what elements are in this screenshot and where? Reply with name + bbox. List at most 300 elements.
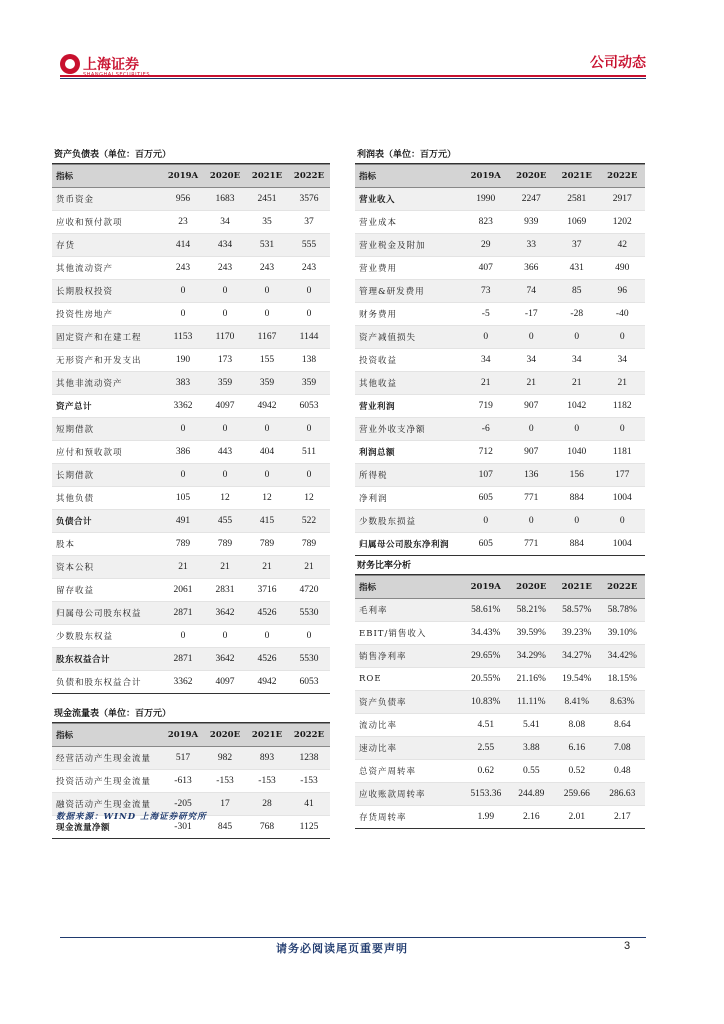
column-header-year: 2022E	[600, 165, 646, 188]
table-row	[52, 188, 330, 211]
value-cell: 0	[204, 280, 246, 303]
value-cell: 1069	[554, 211, 600, 234]
value-cell: 4.51	[463, 714, 509, 737]
row-label: 长期借款	[52, 464, 162, 487]
value-cell: 789	[246, 533, 288, 556]
value-cell: 10.83%	[463, 691, 509, 714]
value-cell: 0	[246, 418, 288, 441]
table-row	[52, 579, 330, 602]
value-cell: 893	[246, 747, 288, 770]
value-cell: 107	[463, 464, 509, 487]
value-cell: 0	[509, 418, 555, 441]
table-row	[355, 622, 645, 645]
value-cell: 386	[162, 441, 204, 464]
table-row	[52, 510, 330, 533]
column-header-year: 2019A	[463, 576, 509, 599]
value-cell: 1170	[204, 326, 246, 349]
value-cell: 0	[288, 464, 330, 487]
value-cell: 21	[600, 372, 646, 395]
row-label: 资产负债率	[355, 691, 463, 714]
row-label: 投资收益	[355, 349, 463, 372]
value-cell: 1.99	[463, 806, 509, 829]
value-cell: 58.57%	[554, 599, 600, 622]
header-divider-red	[60, 75, 646, 77]
row-label: 现金流量净额	[52, 816, 162, 839]
value-cell: 28	[246, 793, 288, 816]
value-cell: 511	[288, 441, 330, 464]
table-row	[52, 395, 330, 418]
row-label: 归属母公司股东净利润	[355, 533, 463, 556]
value-cell: 21	[162, 556, 204, 579]
value-cell: -28	[554, 303, 600, 326]
value-cell: 907	[509, 395, 555, 418]
value-cell: 21	[463, 372, 509, 395]
ratio-analysis-table	[355, 575, 645, 829]
row-label: 管理&研发费用	[355, 280, 463, 303]
value-cell: 8.63%	[600, 691, 646, 714]
value-cell: 2871	[162, 602, 204, 625]
table-header-row	[355, 165, 645, 188]
table-row	[52, 556, 330, 579]
footer-divider	[60, 937, 646, 938]
table-row	[52, 464, 330, 487]
value-cell: 605	[463, 487, 509, 510]
table-row	[355, 395, 645, 418]
value-cell: 34	[463, 349, 509, 372]
value-cell: 531	[246, 234, 288, 257]
value-cell: 383	[162, 372, 204, 395]
value-cell: 0	[288, 625, 330, 648]
value-cell: 0	[162, 280, 204, 303]
value-cell: 37	[554, 234, 600, 257]
value-cell: 4720	[288, 579, 330, 602]
value-cell: 0.62	[463, 760, 509, 783]
table-row	[355, 280, 645, 303]
table-row	[355, 464, 645, 487]
logo-text: 上海证券	[83, 57, 139, 73]
value-cell: 34	[204, 211, 246, 234]
row-label: 营业费用	[355, 257, 463, 280]
row-label: 负债合计	[52, 510, 162, 533]
value-cell: 455	[204, 510, 246, 533]
value-cell: 789	[288, 533, 330, 556]
value-cell: 1004	[600, 533, 646, 556]
table-row	[355, 737, 645, 760]
row-label: 营业利润	[355, 395, 463, 418]
row-label: 销售净利率	[355, 645, 463, 668]
value-cell: 138	[288, 349, 330, 372]
column-header-year: 2022E	[288, 165, 330, 188]
value-cell: 2.55	[463, 737, 509, 760]
value-cell: 0	[162, 464, 204, 487]
value-cell: 0	[509, 326, 555, 349]
value-cell: 156	[554, 464, 600, 487]
row-label: 财务费用	[355, 303, 463, 326]
table-row	[355, 691, 645, 714]
table-row	[355, 599, 645, 622]
table-row	[52, 441, 330, 464]
value-cell: 359	[246, 372, 288, 395]
value-cell: 555	[288, 234, 330, 257]
table-row	[355, 533, 645, 556]
value-cell: 4942	[246, 671, 288, 694]
value-cell: 712	[463, 441, 509, 464]
value-cell: -153	[246, 770, 288, 793]
row-label: 短期借款	[52, 418, 162, 441]
value-cell: -153	[288, 770, 330, 793]
table-row	[355, 188, 645, 211]
value-cell: 939	[509, 211, 555, 234]
page-number: 3	[624, 940, 631, 952]
value-cell: 0	[162, 625, 204, 648]
value-cell: 33	[509, 234, 555, 257]
income-statement-table	[355, 164, 645, 556]
value-cell: 982	[204, 747, 246, 770]
footer-disclaimer: 请务必阅读尾页重要声明	[276, 942, 408, 955]
value-cell: 18.15%	[600, 668, 646, 691]
column-header-year: 2019A	[162, 165, 204, 188]
value-cell: -40	[600, 303, 646, 326]
row-label: 净利润	[355, 487, 463, 510]
row-label: 流动比率	[355, 714, 463, 737]
column-header-year: 2020E	[204, 165, 246, 188]
value-cell: 21	[204, 556, 246, 579]
value-cell: -5	[463, 303, 509, 326]
table-row	[355, 372, 645, 395]
value-cell: 0	[204, 464, 246, 487]
table-row	[355, 257, 645, 280]
row-label: 少数股东损益	[355, 510, 463, 533]
page-header	[0, 0, 724, 90]
row-label: 固定资产和在建工程	[52, 326, 162, 349]
table-row	[355, 211, 645, 234]
value-cell: 3716	[246, 579, 288, 602]
cash-flow-title: 现金流量表（单位：百万元）	[52, 706, 330, 723]
value-cell: 0	[162, 303, 204, 326]
row-label: 营业成本	[355, 211, 463, 234]
row-label: 营业税金及附加	[355, 234, 463, 257]
table-row	[52, 234, 330, 257]
row-label: 资本公积	[52, 556, 162, 579]
row-label: 其他非流动资产	[52, 372, 162, 395]
column-header-year: 2022E	[288, 724, 330, 747]
row-label: 总资产周转率	[355, 760, 463, 783]
value-cell: 21	[554, 372, 600, 395]
table-row	[52, 487, 330, 510]
table-row	[355, 806, 645, 829]
table-row	[52, 372, 330, 395]
value-cell: 359	[288, 372, 330, 395]
value-cell: 1042	[554, 395, 600, 418]
row-label: 少数股东权益	[52, 625, 162, 648]
column-header-year: 2019A	[463, 165, 509, 188]
value-cell: 1238	[288, 747, 330, 770]
value-cell: 136	[509, 464, 555, 487]
table-row	[355, 418, 645, 441]
value-cell: 6053	[288, 395, 330, 418]
row-label: 速动比率	[355, 737, 463, 760]
value-cell: 0	[463, 510, 509, 533]
value-cell: 2831	[204, 579, 246, 602]
value-cell: 2917	[600, 188, 646, 211]
value-cell: 173	[204, 349, 246, 372]
value-cell: 3.88	[509, 737, 555, 760]
logo-seal-icon	[60, 54, 80, 74]
value-cell: 768	[246, 816, 288, 839]
table-row	[52, 533, 330, 556]
value-cell: 0	[288, 280, 330, 303]
right-column	[355, 147, 645, 829]
value-cell: 74	[509, 280, 555, 303]
column-header-indicator: 指标	[355, 165, 463, 188]
value-cell: 0	[600, 326, 646, 349]
value-cell: 431	[554, 257, 600, 280]
column-header-indicator: 指标	[355, 576, 463, 599]
row-label: 营业收入	[355, 188, 463, 211]
value-cell: 1153	[162, 326, 204, 349]
table-row	[52, 770, 330, 793]
row-label: 融资活动产生现金流量	[52, 793, 162, 816]
value-cell: 105	[162, 487, 204, 510]
table-row	[355, 441, 645, 464]
value-cell: 522	[288, 510, 330, 533]
value-cell: 0.52	[554, 760, 600, 783]
row-label: 所得税	[355, 464, 463, 487]
value-cell: 0.55	[509, 760, 555, 783]
value-cell: 0	[554, 510, 600, 533]
value-cell: 34	[600, 349, 646, 372]
value-cell: 259.66	[554, 783, 600, 806]
value-cell: 0	[463, 326, 509, 349]
row-label: ROE	[355, 668, 463, 691]
value-cell: 2.17	[600, 806, 646, 829]
value-cell: 2871	[162, 648, 204, 671]
value-cell: 789	[162, 533, 204, 556]
value-cell: 177	[600, 464, 646, 487]
value-cell: 8.64	[600, 714, 646, 737]
value-cell: 3642	[204, 648, 246, 671]
value-cell: 0	[162, 418, 204, 441]
table-row	[52, 349, 330, 372]
value-cell: 0	[600, 510, 646, 533]
value-cell: 3642	[204, 602, 246, 625]
row-label: 应收账款周转率	[355, 783, 463, 806]
row-label: 营业外收支净额	[355, 418, 463, 441]
value-cell: 1990	[463, 188, 509, 211]
value-cell: 1182	[600, 395, 646, 418]
value-cell: 414	[162, 234, 204, 257]
value-cell: 789	[204, 533, 246, 556]
value-cell: 1181	[600, 441, 646, 464]
value-cell: 39.59%	[509, 622, 555, 645]
value-cell: 0	[204, 418, 246, 441]
ratio-analysis-title: 财务比率分析	[355, 558, 645, 575]
value-cell: 6.16	[554, 737, 600, 760]
value-cell: 407	[463, 257, 509, 280]
row-label: 资产减值损失	[355, 326, 463, 349]
table-row	[355, 349, 645, 372]
income-statement-title: 利润表（单位：百万元）	[355, 147, 645, 164]
value-cell: -153	[204, 770, 246, 793]
column-header-year: 2020E	[509, 165, 555, 188]
value-cell: 6053	[288, 671, 330, 694]
value-cell: 12	[204, 487, 246, 510]
table-row	[52, 303, 330, 326]
value-cell: 286.63	[600, 783, 646, 806]
value-cell: 2061	[162, 579, 204, 602]
value-cell: 0	[204, 625, 246, 648]
value-cell: 490	[600, 257, 646, 280]
table-row	[52, 648, 330, 671]
value-cell: 491	[162, 510, 204, 533]
value-cell: -205	[162, 793, 204, 816]
value-cell: 3362	[162, 395, 204, 418]
value-cell: 771	[509, 533, 555, 556]
value-cell: 2581	[554, 188, 600, 211]
value-cell: 0	[288, 303, 330, 326]
row-label: 经营活动产生现金流量	[52, 747, 162, 770]
value-cell: 884	[554, 533, 600, 556]
column-header-year: 2020E	[204, 724, 246, 747]
value-cell: 4526	[246, 648, 288, 671]
value-cell: 34	[554, 349, 600, 372]
column-header-year: 2019A	[162, 724, 204, 747]
table-row	[52, 280, 330, 303]
table-row	[355, 668, 645, 691]
table-row	[52, 257, 330, 280]
value-cell: 42	[600, 234, 646, 257]
value-cell: 0	[288, 418, 330, 441]
left-column	[52, 147, 330, 839]
value-cell: 58.78%	[600, 599, 646, 622]
value-cell: 34.42%	[600, 645, 646, 668]
value-cell: 1683	[204, 188, 246, 211]
table-header-row	[355, 576, 645, 599]
row-label: EBIT/销售收入	[355, 622, 463, 645]
value-cell: 155	[246, 349, 288, 372]
value-cell: 29.65%	[463, 645, 509, 668]
table-row	[52, 211, 330, 234]
value-cell: 823	[463, 211, 509, 234]
table-row	[355, 303, 645, 326]
value-cell: 0	[554, 326, 600, 349]
row-label: 货币资金	[52, 188, 162, 211]
value-cell: -301	[162, 816, 204, 839]
value-cell: 244.89	[509, 783, 555, 806]
row-label: 投资性房地产	[52, 303, 162, 326]
value-cell: 0	[246, 464, 288, 487]
value-cell: 41	[288, 793, 330, 816]
value-cell: 404	[246, 441, 288, 464]
column-header-year: 2021E	[554, 576, 600, 599]
value-cell: 21	[509, 372, 555, 395]
row-label: 资产总计	[52, 395, 162, 418]
value-cell: 2247	[509, 188, 555, 211]
table-header-row	[52, 724, 330, 747]
value-cell: 17	[204, 793, 246, 816]
row-label: 负债和股东权益合计	[52, 671, 162, 694]
value-cell: 1144	[288, 326, 330, 349]
value-cell: 719	[463, 395, 509, 418]
table-row	[52, 418, 330, 441]
value-cell: 1202	[600, 211, 646, 234]
value-cell: 5153.36	[463, 783, 509, 806]
row-label: 存货周转率	[355, 806, 463, 829]
value-cell: 2451	[246, 188, 288, 211]
balance-sheet-title: 资产负债表（单位：百万元）	[52, 147, 330, 164]
value-cell: 243	[162, 257, 204, 280]
value-cell: 517	[162, 747, 204, 770]
row-label: 无形资产和开发支出	[52, 349, 162, 372]
column-header-year: 2022E	[600, 576, 646, 599]
value-cell: 243	[204, 257, 246, 280]
table-row	[355, 760, 645, 783]
value-cell: 29	[463, 234, 509, 257]
column-header-indicator: 指标	[52, 165, 162, 188]
value-cell: 37	[288, 211, 330, 234]
value-cell: 1125	[288, 816, 330, 839]
row-label: 毛利率	[355, 599, 463, 622]
row-label: 股东权益合计	[52, 648, 162, 671]
value-cell: 34.29%	[509, 645, 555, 668]
value-cell: 34	[509, 349, 555, 372]
table-row	[355, 234, 645, 257]
value-cell: 4097	[204, 395, 246, 418]
column-header-indicator: 指标	[52, 724, 162, 747]
value-cell: 0	[204, 303, 246, 326]
row-label: 应付和预收款项	[52, 441, 162, 464]
value-cell: 443	[204, 441, 246, 464]
header-divider-navy	[60, 78, 646, 79]
value-cell: 8.41%	[554, 691, 600, 714]
value-cell: 5.41	[509, 714, 555, 737]
value-cell: 21	[246, 556, 288, 579]
value-cell: 8.08	[554, 714, 600, 737]
value-cell: 1167	[246, 326, 288, 349]
value-cell: 85	[554, 280, 600, 303]
value-cell: 0	[246, 303, 288, 326]
table-row	[52, 747, 330, 770]
value-cell: 4526	[246, 602, 288, 625]
value-cell: 19.54%	[554, 668, 600, 691]
table-row	[355, 487, 645, 510]
column-header-year: 2021E	[554, 165, 600, 188]
table-row	[355, 645, 645, 668]
table-row	[355, 783, 645, 806]
value-cell: 20.55%	[463, 668, 509, 691]
value-cell: 12	[288, 487, 330, 510]
value-cell: 12	[246, 487, 288, 510]
value-cell: 7.08	[600, 737, 646, 760]
value-cell: 4942	[246, 395, 288, 418]
value-cell: 23	[162, 211, 204, 234]
value-cell: 4097	[204, 671, 246, 694]
value-cell: 0	[600, 418, 646, 441]
row-label: 存货	[52, 234, 162, 257]
value-cell: 243	[246, 257, 288, 280]
table-row	[52, 671, 330, 694]
value-cell: 884	[554, 487, 600, 510]
report-type-title: 公司动态	[590, 55, 646, 71]
value-cell: 58.61%	[463, 599, 509, 622]
row-label: 应收和预付款项	[52, 211, 162, 234]
value-cell: 39.10%	[600, 622, 646, 645]
value-cell: 907	[509, 441, 555, 464]
value-cell: 243	[288, 257, 330, 280]
table-row	[52, 602, 330, 625]
value-cell: 5530	[288, 602, 330, 625]
value-cell: 1004	[600, 487, 646, 510]
